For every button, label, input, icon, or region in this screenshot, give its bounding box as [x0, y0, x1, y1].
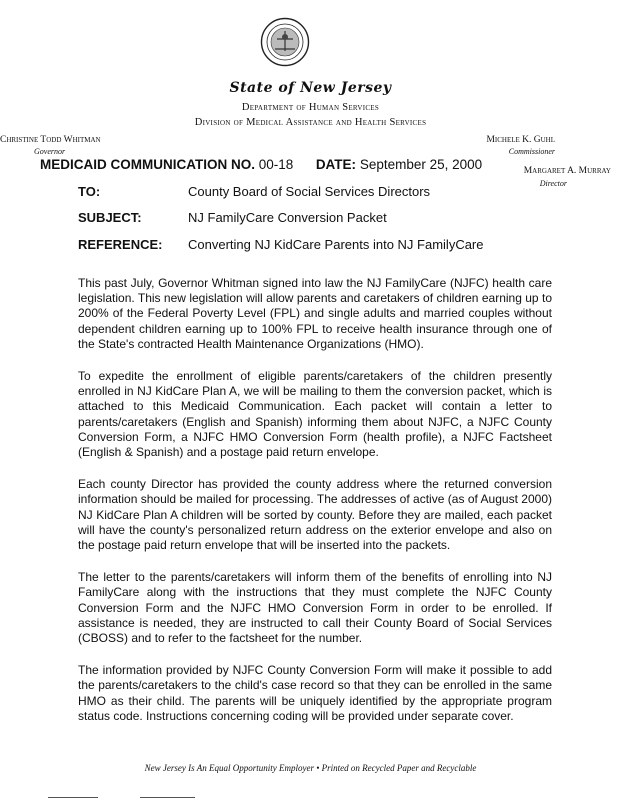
- body-paragraph: The letter to the parents/caretakers will inform them of the benefits of enrolling into NJ FamilyCare along with the instructions that they must complete the NJFC County Conversion Form and the NJFC HMO Conversion Form in order to be enrolled. If assistance is needed, they are instructed to call their County Board of Social Services (CBOSS) and to refer to the factsheet for the number.: [78, 570, 552, 646]
- governor-title: Governor: [34, 147, 66, 156]
- letter-body: [78, 276, 552, 741]
- communication-date: September 25, 2000: [359, 157, 483, 172]
- scan-artifact-line: [48, 797, 98, 798]
- footer-notice: New Jersey Is An Equal Opportunity Employer • Printed on Recycled Paper and Recyclable: [144, 763, 477, 773]
- subject-label: SUBJECT:: [78, 210, 142, 225]
- director-title: Director: [539, 179, 567, 188]
- communication-label: MEDICAID COMMUNICATION NO.: [40, 157, 255, 172]
- division-name: Division of Medical Assistance and Health Services: [194, 117, 427, 128]
- scan-artifact-line: [140, 797, 195, 798]
- memo-subject-row: [78, 210, 387, 225]
- subject-value: NJ FamilyCare Conversion Packet: [188, 210, 387, 225]
- state-name: State of New Jersey: [229, 80, 392, 96]
- body-paragraph: To expedite the enrollment of eligible parents/caretakers of the children presently enrolled in NJ KidCare Plan A, we will be mailing to them the conversion packet, which is attached to this Medicaid Communication. Each packet will contain a letter to parents/caretakers (English and Spanish) informing them about NJFC, a NJFC County Conversion Form, a NJFC HMO Conversion Form (health profile), a NJFC Factsheet (English & Spanish) and a postage paid return envelope.: [78, 369, 552, 460]
- to-label: TO:: [78, 184, 101, 199]
- to-value: County Board of Social Services Directors: [188, 184, 431, 199]
- communication-number: 00-18: [258, 157, 294, 172]
- commissioner-title: Commissioner: [508, 147, 555, 156]
- commissioner-name: Michele K. Guhl: [486, 135, 555, 145]
- reference-value: Converting NJ KidCare Parents into NJ FamilyCare: [188, 237, 484, 252]
- state-seal-icon: [260, 17, 310, 67]
- communication-header: [40, 157, 482, 172]
- governor-name: Christine Todd Whitman: [0, 135, 101, 145]
- body-paragraph: This past July, Governor Whitman signed into law the NJ FamilyCare (NJFC) health care legislation. This new legislation will allow parents and caretakers of children earning up to 200% of the Federal Poverty Level (FPL) and single adults and married couples without dependent children earning up to 100% FPL to receive health insurance through one of the State's contracted Health Maintenance Organizations (HMO).: [78, 276, 552, 351]
- director-name: Margaret A. Murray: [523, 166, 611, 176]
- memo-to-row: [78, 184, 430, 199]
- body-paragraph: The information provided by NJFC County Conversion Form will make it possible to add the parents/caretakers to the child's case record so that they can be enrolled in the same HMO as their child. The parents will be uniquely identified by the appropriate program status code. Instructions concerning coding will be provided under separate cover.: [78, 663, 552, 723]
- body-paragraph: Each county Director has provided the county address where the returned conversion information should be mailed for processing. The addresses of active (as of August 2000) NJ KidCare Plan A children will be sorted by county. Before they are mailed, each packet will have the county's personalized return address on the exterior envelope and also on the postage paid return envelope that will be inserted into the packets.: [78, 477, 552, 553]
- department-name: Department of Human Services: [241, 102, 380, 113]
- memo-reference-row: [78, 237, 484, 252]
- reference-label: REFERENCE:: [78, 237, 163, 252]
- date-label: DATE:: [315, 157, 357, 172]
